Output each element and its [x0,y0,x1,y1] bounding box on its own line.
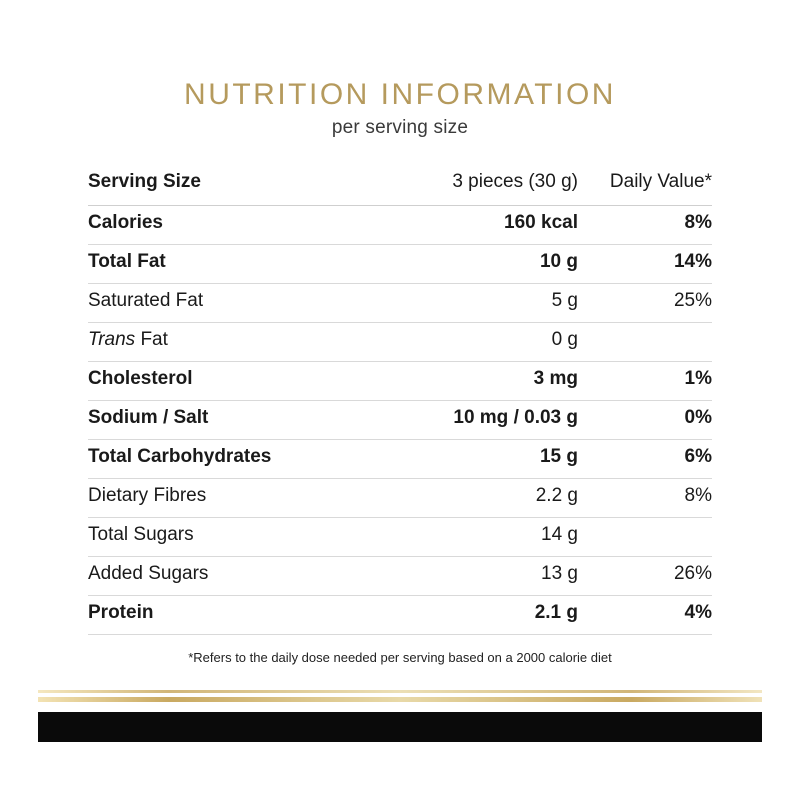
row-daily-value: 0% [684,407,712,428]
table-row [88,245,712,284]
page-title: NUTRITION INFORMATION [184,78,616,111]
row-label: Total Fat [88,251,166,272]
row-amount: 5 g [551,290,578,311]
row-amount: 10 g [539,251,578,272]
table-row [88,401,712,440]
row-label: Protein [88,602,154,623]
row-amount: 3 mg [533,368,578,389]
table-row [88,323,712,362]
row-label [88,329,350,351]
row-amount: 14 g [541,524,578,545]
gold-divider [0,690,800,708]
row-label: Total Sugars [88,524,194,545]
table-row [88,479,712,518]
nutrition-table [88,165,712,635]
footnote: *Refers to the daily dose needed per serving based on a 2000 calorie diet [188,650,612,665]
row-label-italic: Trans [88,329,136,350]
gold-line-top [38,690,762,693]
table-row [88,206,712,245]
row-label-rest: Fat [135,329,168,350]
table-row [88,518,712,557]
row-label: Dietary Fibres [88,485,207,506]
row-daily-value: 1% [684,368,712,389]
row-label: Cholesterol [88,368,193,389]
row-daily-value: 8% [684,212,712,233]
row-daily-value: 4% [684,602,712,623]
row-daily-value: 8% [684,485,712,506]
row-amount: 10 mg / 0.03 g [453,407,578,428]
row-label: Total Carbohydrates [88,446,272,467]
row-amount: 0 g [551,329,578,350]
row-label: Sodium / Salt [88,407,209,428]
header-block [0,78,800,139]
row-daily-value: 25% [673,290,712,311]
gold-line-bottom [38,697,762,702]
row-label: Saturated Fat [88,290,204,311]
table-row [88,596,712,635]
row-amount: 2.1 g [534,602,578,623]
row-daily-value: 26% [673,563,712,584]
row-amount: 13 g [541,563,578,584]
table-header-row [88,165,712,206]
row-label: Calories [88,212,163,233]
row-amount: 160 kcal [504,212,578,233]
column-header-amount: 3 pieces (30 g) [452,171,578,192]
table-row [88,284,712,323]
row-label: Added Sugars [88,563,209,584]
table-row [88,362,712,401]
row-amount: 15 g [539,446,578,467]
black-footer-bar [38,712,762,742]
row-amount: 2.2 g [535,485,578,506]
page-subtitle: per serving size [331,117,469,138]
row-daily-value: 6% [684,446,712,467]
row-daily-value: 14% [673,251,712,272]
table-row [88,557,712,596]
column-header-serving-size: Serving Size [88,171,201,192]
column-header-daily-value: Daily Value* [609,171,712,192]
table-row [88,440,712,479]
